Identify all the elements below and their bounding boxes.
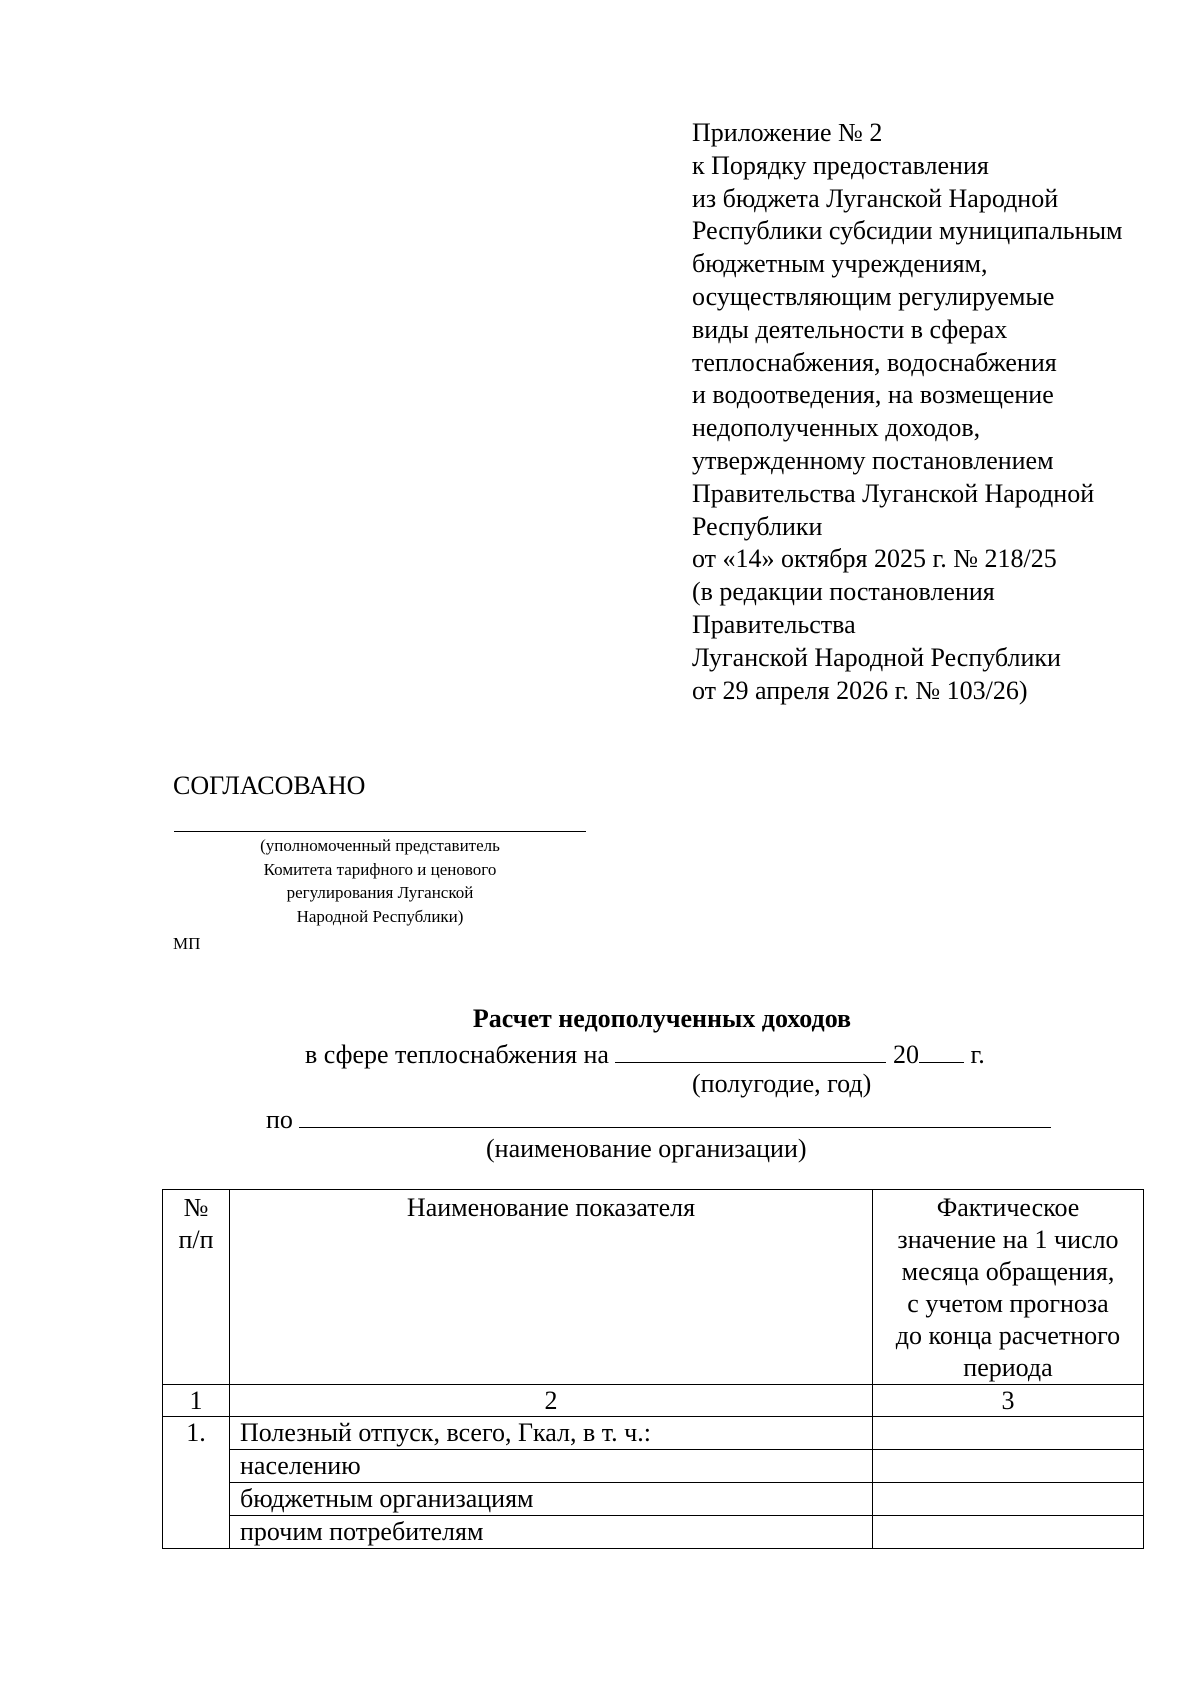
document-title: Расчет недополученных доходов (472, 1004, 852, 1033)
appendix-line: Приложение № 2 (692, 118, 883, 147)
appendix-line: Республики (692, 511, 823, 541)
appendix-line: (в редакции постановления (692, 577, 995, 607)
org-prefix: по (266, 1105, 293, 1134)
signatory-caption-line: Комитета тарифного и ценового (263, 859, 497, 879)
column-number: 1 (163, 1385, 230, 1417)
table-row (163, 1516, 1144, 1549)
period-line (305, 1036, 985, 1071)
appendix-line: Правительства Луганской Народной (692, 478, 1095, 508)
header-number (163, 1190, 230, 1385)
header-indicator-name (230, 1190, 873, 1385)
stamp-placeholder: МП (173, 934, 201, 953)
organization-blank (299, 1101, 1051, 1128)
appendix-line: к Порядку предоставления (692, 150, 989, 180)
indicator-name: населению (230, 1450, 873, 1483)
appendix-reference (692, 117, 1192, 707)
table-row (163, 1483, 1144, 1516)
indicator-value-cell[interactable] (873, 1450, 1144, 1483)
organization-line (266, 1101, 1051, 1136)
appendix-line: Правительства (692, 609, 856, 639)
header-actual-value-line: до конца расчетного (895, 1321, 1121, 1350)
appendix-line: утвержденному постановлением (692, 445, 1054, 475)
indicator-value-cell[interactable] (873, 1483, 1144, 1516)
appendix-line: виды деятельности в сферах (692, 314, 1008, 344)
period-prefix: в сфере теплоснабжения на (305, 1040, 609, 1069)
appendix-line: и водоотведения, на возмещение (692, 380, 1054, 410)
appendix-line: теплоснабжения, водоснабжения (692, 347, 1057, 377)
signatory-caption (174, 834, 586, 928)
signature-line (174, 831, 586, 832)
appendix-line: Республики субсидии муниципальным (692, 216, 1123, 246)
agreed-heading: СОГЛАСОВАНО (173, 771, 366, 800)
appendix-line: от 29 апреля 2026 г. № 103/26) (692, 675, 1028, 705)
appendix-line: из бюджета Луганской Народной (692, 183, 1059, 213)
year-prefix: 20 (892, 1040, 919, 1069)
signatory-caption-line: (уполномоченный представитель (260, 836, 500, 855)
appendix-line: осуществляющим регулируемые (692, 281, 1055, 311)
header-number-line: № (183, 1193, 209, 1222)
table-header-row (163, 1190, 1144, 1385)
period-blank (615, 1036, 886, 1063)
table-row (163, 1450, 1144, 1483)
appendix-line: недополученных доходов, (692, 413, 981, 443)
header-actual-value-line: значение на 1 число (897, 1225, 1119, 1254)
indicator-name: Полезный отпуск, всего, Гкал, в т. ч.: (230, 1417, 873, 1450)
indicator-name: прочим потребителям (230, 1516, 873, 1549)
header-actual-value-line: периода (963, 1353, 1053, 1382)
indicator-name: бюджетным организациям (230, 1483, 873, 1516)
indicator-value-cell[interactable] (873, 1417, 1144, 1450)
section-number: 1. (163, 1417, 230, 1549)
header-actual-value-line: с учетом прогноза (907, 1289, 1109, 1318)
header-actual-value-line: Фактическое (936, 1193, 1080, 1222)
signatory-caption-line: регулирования Луганской (286, 883, 474, 902)
header-indicator-name-line: Наименование показателя (406, 1193, 696, 1222)
period-caption: (полугодие, год) (692, 1069, 872, 1098)
table-row (163, 1417, 1144, 1450)
column-number: 3 (873, 1385, 1144, 1417)
appendix-line: Луганской Народной Республики (692, 642, 1061, 672)
indicator-value-cell[interactable] (873, 1516, 1144, 1549)
year-blank (919, 1036, 964, 1063)
appendix-line: бюджетным учреждениям, (692, 249, 988, 279)
signatory-caption-line: Народной Республики) (296, 906, 464, 926)
column-numbers-row (163, 1385, 1144, 1417)
column-number: 2 (230, 1385, 873, 1417)
header-actual-value (873, 1190, 1144, 1385)
organization-caption: (наименование организации) (486, 1134, 807, 1163)
header-actual-value-line: месяца обращения, (901, 1257, 1115, 1286)
appendix-line: от «14» октября 2025 г. № 218/25 (692, 544, 1057, 574)
year-suffix: г. (970, 1040, 985, 1069)
indicators-table (162, 1189, 1144, 1549)
header-number-line: п/п (178, 1225, 214, 1254)
